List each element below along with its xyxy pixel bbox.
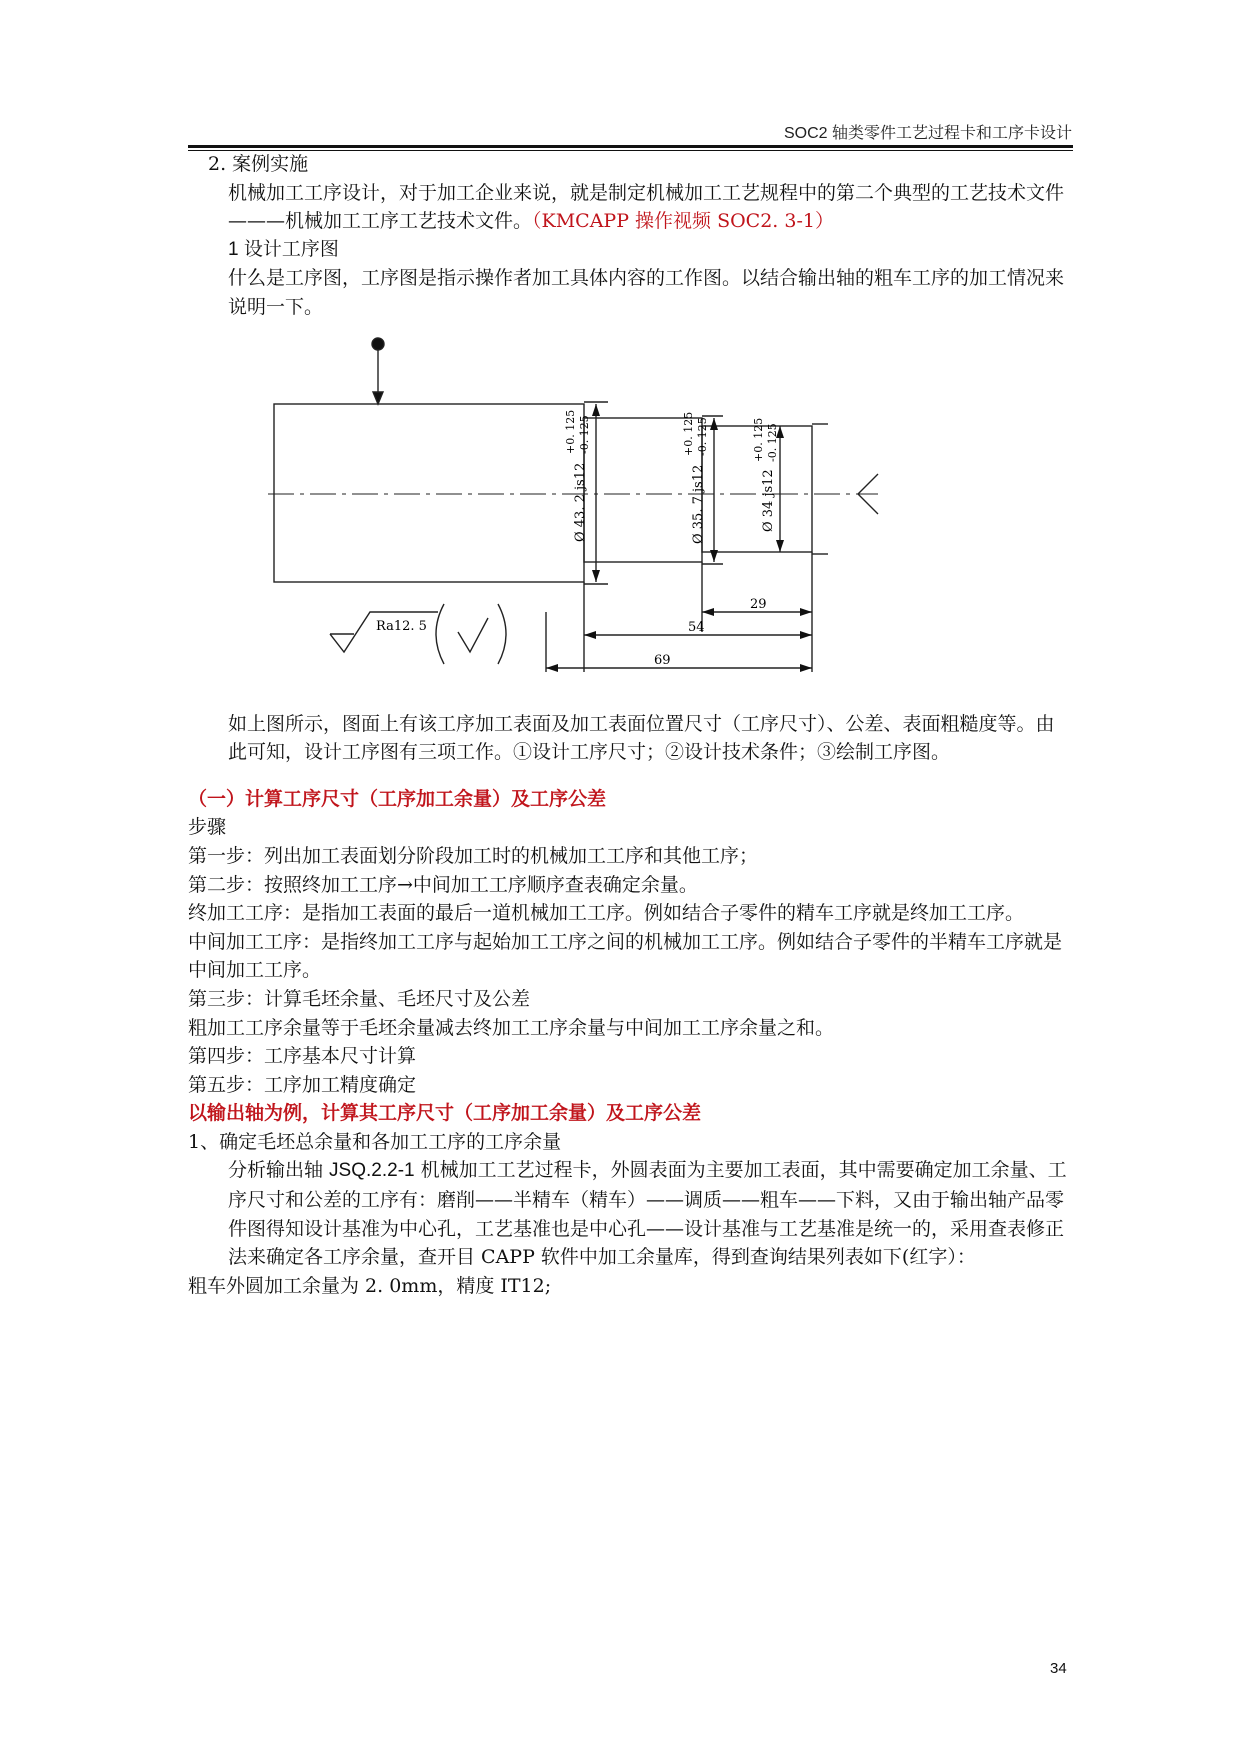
steps-label: 步骤 [188,816,227,839]
dim3-tol-lower: -0. 125 [766,422,779,462]
video-link[interactable]: （KMCAPP 操作视频 SOC2. 3-1） [532,210,834,233]
rough-allowance-definition: 粗加工工序余量等于毛坯余量减去终加工工序余量与中间加工工序余量之和。 [188,1016,835,1039]
dim1-tol-upper: +0. 125 [564,409,577,454]
shaft-drawing [188,322,1073,710]
subheading-design-drawing: 1 设计工序图 [228,238,339,260]
dim3-label: Ø 34 js12 [761,468,776,532]
middle-process-definition: 中间加工工序：是指终加工工序与起始加工工序之间的机械加工工序。例如结合子零件的半精车工序就是中间加工工序。 [188,930,1063,982]
length-69: 69 [654,652,671,668]
step-5: 第五步：工序加工精度确定 [188,1073,417,1096]
step-2: 第二步：按照终加工工序→中间加工工序顺序查表确定余量。 [188,873,698,896]
intro-paragraph [188,179,1073,236]
step-1: 第一步：列出加工表面划分阶段加工时的机械加工工序和其他工序； [188,844,759,867]
length-29: 29 [750,596,767,612]
step-3: 第三步：计算毛坯余量、毛坯尺寸及公差 [188,987,531,1010]
intro-text: 机械加工工序设计，对于加工企业来说，就是制定机械加工工艺规程中的第二个典型的工艺技术文件———机械加工工序工艺技术文件。 [228,181,1065,233]
process-card-code: JSQ.2.2-1 [329,1160,415,1182]
running-header: SOC2 轴类零件工艺过程卡和工序卡设计 [783,125,1072,142]
example-paragraph [188,1156,1073,1271]
roughness-symbol-icon [330,604,506,664]
dim2-tol-upper: +0. 125 [682,411,695,456]
page-content [188,150,1073,1300]
dim1-label: Ø 43. 2 js12 [573,462,588,542]
example-text-pre: 分析输出轴 [228,1159,330,1182]
shaft-section-1 [274,404,584,582]
example-text-post: 机械加工工艺过程卡，外圆表面为主要加工表面，其中需要确定加工余量、工序尺寸和公差的工序有：磨削——半精车（精车）——调质——粗车——下料，又由于输出轴产品零件图得知设计基准为中心孔，工艺基准也是中心孔——设计基准与工艺基准是统一的，采用查表修正法来确定各工序余量，查开目 CAPP 软件中加工余量库，得到查询结果列表如下(红字）： [228,1159,1067,1269]
example-heading: 以输出轴为例，计算其工序尺寸（工序加工余量）及工序公差 [188,1102,702,1125]
page-number: 34 [1050,1660,1067,1677]
dim2-tol-lower: -0. 125 [696,416,709,456]
rough-turning-result: 粗车外圆加工余量为 2. 0mm，精度 IT12; [188,1274,552,1297]
locating-point-icon [372,338,384,350]
figure-explanation: 如上图所示，图面上有该工序加工表面及加工表面位置尺寸（工序尺寸）、公差、表面粗糙度等。由此可知，设计工序图有三项工作。①设计工序尺寸；②设计技术条件；③绘制工序图。 [228,712,1055,764]
dim3-tol-upper: +0. 125 [752,417,765,462]
section-heading: 2. 案例实施 [208,153,309,175]
final-process-definition: 终加工工序：是指加工表面的最后一道机械加工工序。例如结合子零件的精车工序就是终加工工序。 [188,902,1025,925]
example-item-1: 1、确定毛坯总余量和各加工工序的工序余量 [188,1130,562,1153]
dim2-label: Ø 35. 7 js12 [691,464,706,544]
step-4: 第四步：工序基本尺寸计算 [188,1045,417,1068]
drawing-definition: 什么是工序图，工序图是指示操作者加工具体内容的工作图。以结合输出轴的粗车工序的加工情况来说明一下。 [228,267,1065,318]
part1-heading: （一）计算工序尺寸（工序加工余量）及工序公差 [188,787,607,810]
roughness-label: Ra12. 5 [376,618,427,634]
length-54: 54 [688,619,705,635]
dim1-tol-lower: -0. 125 [578,414,591,454]
process-drawing-figure [188,322,1073,710]
header-rule-thick [188,145,1073,148]
